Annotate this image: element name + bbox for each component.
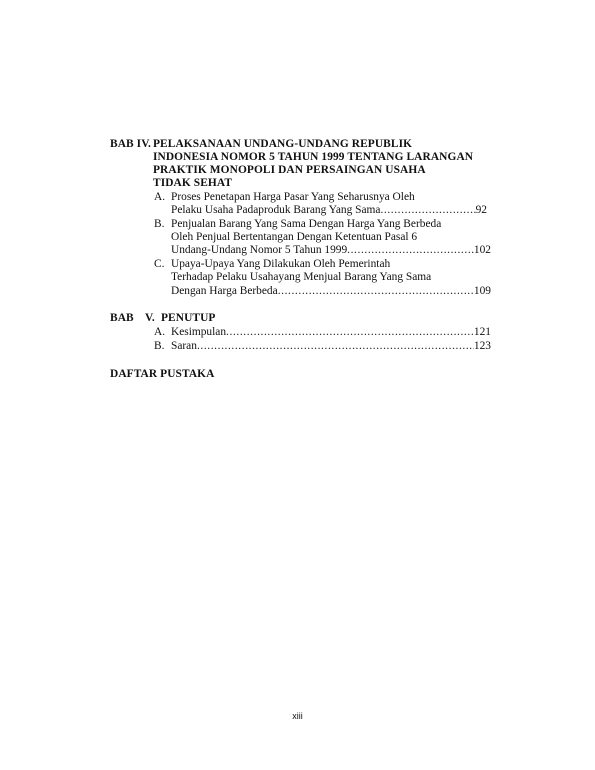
item-c-line-2: Terhadap Pelaku Usahayang Menjual Barang Yang Sama bbox=[171, 271, 432, 283]
item-letter-b: B. bbox=[154, 340, 165, 352]
toc-entry-c[interactable] bbox=[171, 285, 491, 298]
item-b-line-2: Oleh Penjual Bertentangan Dengan Ketentuan Pasal 6 bbox=[171, 231, 418, 243]
item-label: Saran bbox=[171, 340, 197, 352]
page-ref: 121 bbox=[473, 326, 491, 338]
chapter-4-title-line-2: INDONESIA NOMOR 5 TAHUN 1999 TENTANG LARANGAN bbox=[153, 151, 474, 163]
chapter-4-title-line-4: TIDAK SEHAT bbox=[153, 177, 233, 189]
item-b-line-3: Undang-Undang Nomor 5 Tahun 1999 bbox=[171, 244, 348, 256]
daftar-pustaka-heading[interactable]: DAFTAR PUSTAKA bbox=[110, 368, 215, 380]
chapter-5-prefix: BAB bbox=[110, 312, 134, 324]
toc-entry-saran[interactable] bbox=[171, 340, 491, 353]
item-label: Kesimpulan bbox=[171, 326, 227, 338]
toc-entry-a[interactable] bbox=[171, 204, 487, 217]
chapter-4-prefix: BAB IV. bbox=[110, 138, 152, 150]
item-a-line-2: Pelaku Usaha Padaproduk Barang Yang Sama bbox=[171, 204, 381, 216]
dot-leader bbox=[278, 285, 474, 298]
dot-leader bbox=[197, 340, 474, 353]
chapter-4-title-line-1: PELAKSANAAN UNDANG-UNDANG REPUBLIK bbox=[153, 138, 413, 150]
item-a-line-1: Proses Penetapan Harga Pasar Yang Seharusnya Oleh bbox=[171, 191, 415, 203]
dot-leader bbox=[347, 244, 474, 257]
item-letter-b: B. bbox=[154, 218, 165, 230]
page-ref: 123 bbox=[473, 340, 491, 352]
item-letter-a: A. bbox=[154, 326, 166, 338]
item-letter-a: A. bbox=[154, 191, 166, 203]
page-number: xiii bbox=[292, 711, 303, 721]
chapter-5-number: V. bbox=[145, 312, 155, 324]
chapter-4-title-line-3: PRAKTIK MONOPOLI DAN PERSAINGAN USAHA bbox=[153, 164, 426, 176]
toc-entry-b[interactable] bbox=[171, 244, 491, 257]
item-b-line-1: Penjualan Barang Yang Sama Dengan Harga Yang Berbeda bbox=[171, 218, 442, 230]
page-ref: 109 bbox=[473, 285, 491, 297]
page-ref: 102 bbox=[473, 244, 491, 256]
dot-leader bbox=[226, 326, 474, 339]
item-c-line-1: Upaya-Upaya Yang Dilakukan Oleh Pemerintah bbox=[171, 258, 391, 270]
item-c-line-3: Dengan Harga Berbeda bbox=[171, 285, 278, 297]
page-ref: 92 bbox=[475, 204, 487, 216]
toc-entry-kesimpulan[interactable] bbox=[171, 326, 491, 339]
item-letter-c: C. bbox=[154, 258, 165, 270]
chapter-5-title: PENUTUP bbox=[161, 312, 216, 324]
dot-leader bbox=[380, 204, 475, 217]
